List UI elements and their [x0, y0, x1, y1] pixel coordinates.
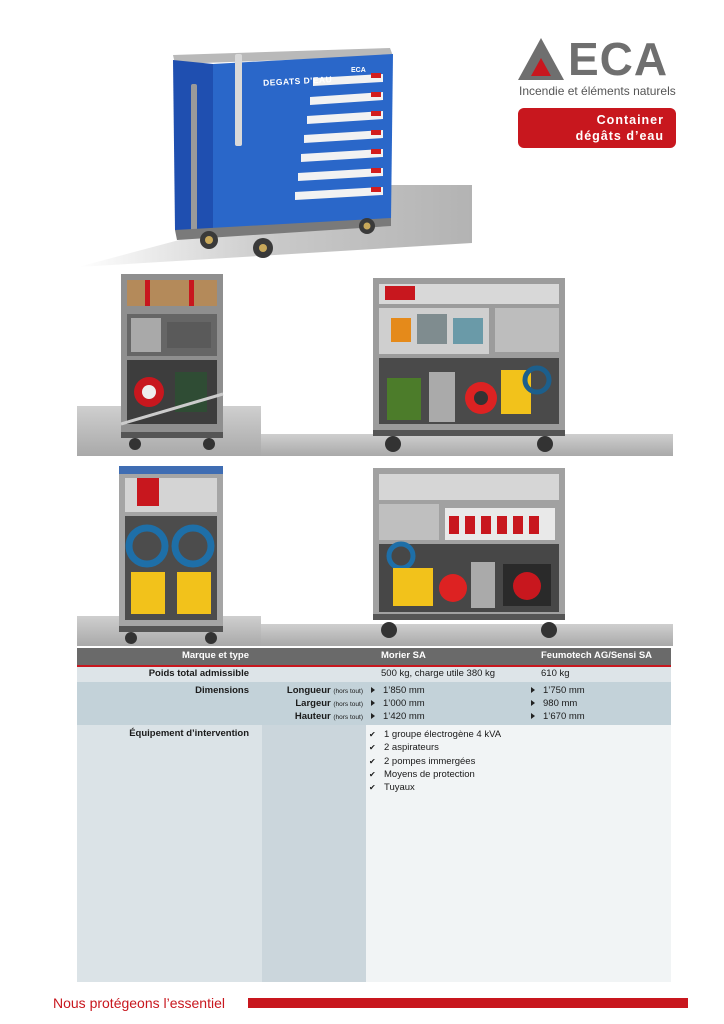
- check-icon: ✔: [369, 769, 376, 779]
- bullet-arrow-icon: [371, 687, 375, 693]
- list-item: ✔ Moyens de protection: [369, 768, 475, 780]
- dim-name-length: Longueur (hors tout): [286, 685, 363, 696]
- bullet-arrow-icon: [531, 713, 535, 719]
- dim-height-col2: 1’670 mm: [531, 711, 585, 722]
- photo-large-container-front: [261, 460, 673, 646]
- list-item: ✔ 2 pompes immergées: [369, 755, 476, 767]
- badge-line-2: dégâts d’eau: [575, 129, 664, 143]
- table-row-weight: [77, 667, 671, 682]
- cover-label: DEGATS D'EAU: [262, 74, 333, 88]
- dim-length-col2: 1’750 mm: [531, 685, 585, 696]
- title-badge: [518, 108, 676, 148]
- badge-line-1: Container: [596, 113, 664, 127]
- header-label: Marque et type: [181, 650, 249, 661]
- footer-bar: [248, 998, 688, 1008]
- bullet-arrow-icon: [531, 700, 535, 706]
- table-row-dimensions: [77, 682, 671, 725]
- check-icon: ✔: [369, 783, 376, 793]
- weight-col1: 500 kg, charge utile 380 kg: [381, 668, 496, 679]
- spec-table: [77, 648, 671, 982]
- check-icon: ✔: [369, 756, 376, 766]
- photo-covered-container: [165, 40, 397, 262]
- cover-logo: ECA: [351, 67, 366, 74]
- table-row-equipment: [77, 725, 671, 982]
- bullet-arrow-icon: [371, 713, 375, 719]
- check-icon: ✔: [369, 730, 376, 739]
- footer-slogan: Nous protégeons l’essentiel: [53, 995, 225, 1011]
- dim-height-col1: 1’420 mm: [371, 711, 425, 722]
- dimensions-label: Dimensions: [195, 685, 249, 696]
- photo-large-container-side: [261, 270, 673, 456]
- header-col2: Feumotech AG/Sensi SA: [541, 650, 653, 661]
- eca-logo: [518, 33, 678, 98]
- logo-tagline: Incendie et éléments naturels: [519, 84, 676, 98]
- list-item: ✔ Tuyaux: [369, 782, 415, 794]
- weight-label: Poids total admissible: [148, 668, 249, 679]
- list-item: ✔ 2 aspirateurs: [369, 742, 439, 754]
- logo-wordmark: ECA: [568, 33, 669, 85]
- bullet-arrow-icon: [371, 700, 375, 706]
- dim-name-height: Hauteur (hors tout): [294, 711, 363, 722]
- weight-col2: 610 kg: [541, 668, 570, 679]
- table-header-row: [77, 648, 671, 665]
- dim-width-col2: 980 mm: [531, 698, 577, 709]
- header-col1: Morier SA: [381, 650, 426, 661]
- photo-small-container-side: [77, 270, 261, 456]
- bullet-arrow-icon: [531, 687, 535, 693]
- dim-width-col1: 1’000 mm: [371, 698, 425, 709]
- photo-small-container-front: [77, 460, 261, 646]
- dim-name-width: Largeur (hors tout): [295, 698, 363, 709]
- dim-length-col1: 1’850 mm: [371, 685, 425, 696]
- equipment-label: Équipement d’intervention: [129, 728, 249, 739]
- check-icon: ✔: [369, 743, 376, 753]
- eca-triangle-icon: [518, 38, 564, 80]
- list-item: ✔ 1 groupe électrogène 4 kVA: [369, 729, 502, 740]
- equipment-list: [369, 728, 501, 794]
